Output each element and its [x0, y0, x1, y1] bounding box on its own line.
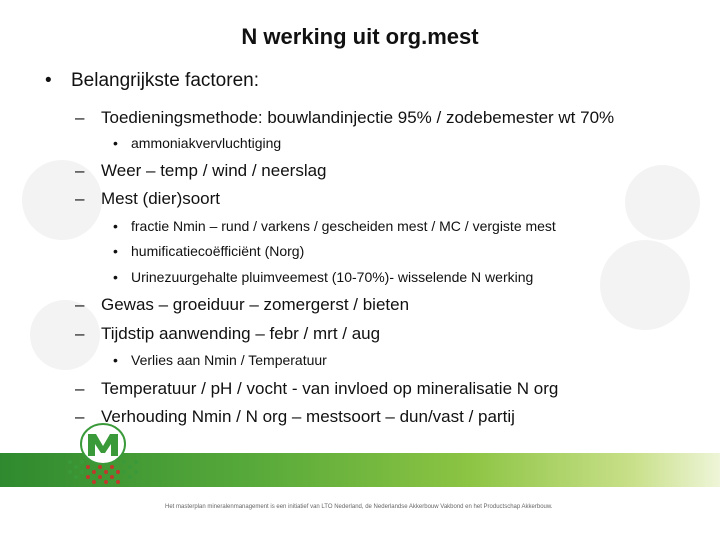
bullet-item [113, 135, 281, 151]
bullet-text: Temperatuur / pH / vocht - van invloed op mineralisatie N org [101, 379, 559, 398]
bullet-text: Belangrijkste factoren: [71, 70, 259, 91]
dash-marker: – [75, 295, 85, 314]
mineralen-logo [60, 422, 146, 492]
decor-circle [600, 240, 690, 330]
bullet-item [113, 352, 327, 368]
bullet-item [113, 218, 556, 234]
dash-marker: – [75, 161, 85, 180]
bullet-text: Toedieningsmethode: bouwlandinjectie 95% / zodebemester wt 70% [101, 108, 615, 127]
footer-text: Het masterplan mineralenmanagement is een initiatief van LTO Nederland, de Nederlandse Akkerbouw Vakbond en het Productschap Akkerbouw. [165, 504, 553, 510]
bullet-text: Weer – temp / wind / neerslag [101, 161, 327, 180]
bullet-text: Mest (dier)soort [101, 189, 221, 208]
bullet-text: Gewas – groeiduur – zomergerst / bieten [101, 295, 410, 314]
bullet-item [75, 108, 614, 128]
dash-marker: – [75, 108, 85, 127]
bullet-item [75, 379, 558, 399]
bullet-text: ammoniakvervluchtiging [131, 135, 282, 151]
bullet-item [45, 70, 259, 92]
dash-marker: – [75, 189, 85, 208]
dash-marker: – [75, 407, 85, 426]
bullet-item [75, 324, 380, 344]
bullet-text: Verhouding Nmin / N org – mestsoort – dun/vast / partij [101, 407, 515, 426]
logo-graphic [60, 422, 146, 492]
bullet-marker: • [113, 352, 118, 368]
bullet-text: Verlies aan Nmin / Temperatuur [131, 352, 327, 368]
bullet-marker: • [113, 218, 118, 234]
bullet-item [113, 269, 533, 285]
dash-marker: – [75, 324, 85, 343]
bullet-text: Urinezuurgehalte pluimveemest (10-70%)- wisselende N werking [131, 269, 534, 285]
bullet-marker: • [113, 243, 118, 259]
dash-marker: – [75, 379, 85, 398]
decor-circle [625, 165, 700, 240]
bullet-item [75, 161, 327, 181]
bullet-text: fractie Nmin – rund / varkens / gescheiden mest / MC / vergiste mest [131, 218, 556, 234]
bullet-text: humificatiecoëfficiënt (Norg) [131, 243, 305, 259]
bullet-marker: • [113, 269, 118, 285]
bullet-item [113, 243, 304, 259]
slide-title: N werking uit org.mest [241, 24, 479, 49]
bullet-marker: • [113, 135, 118, 151]
bullet-text: Tijdstip aanwending – febr / mrt / aug [101, 324, 381, 343]
bullet-marker: • [45, 70, 52, 91]
bullet-item [75, 295, 409, 315]
bullet-item [75, 189, 220, 209]
